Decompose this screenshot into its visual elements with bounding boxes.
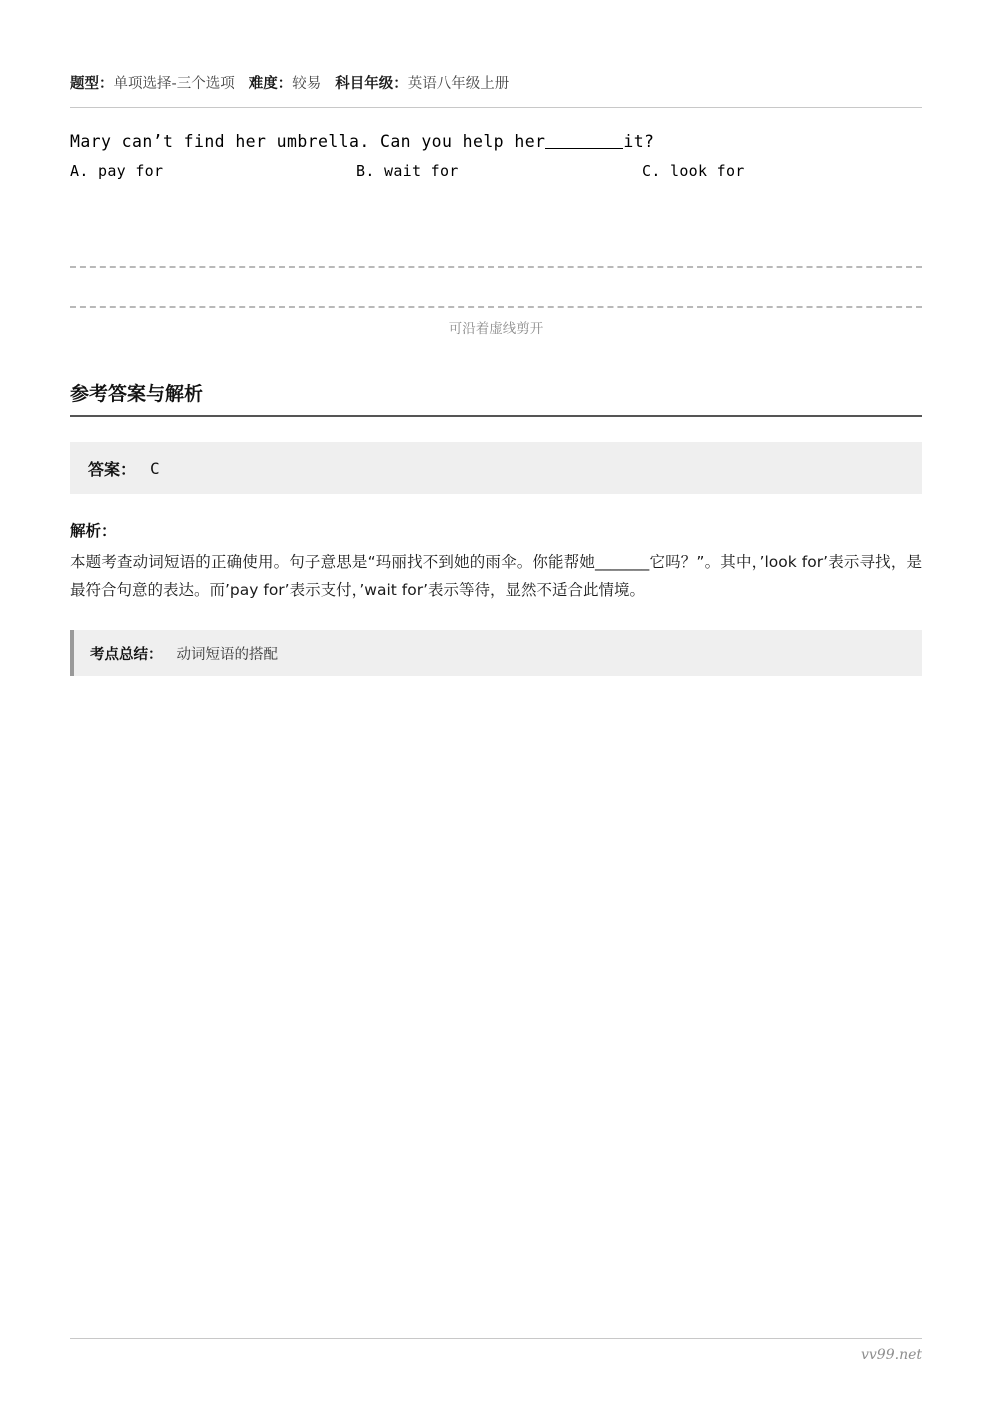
answer-label: 答案： [88, 459, 137, 479]
difficulty-label: 难度： [248, 76, 293, 92]
answer-value: C [150, 458, 160, 478]
key-point-box [70, 630, 922, 676]
subject-grade-label: 科目年级： [335, 76, 408, 92]
answer-box [70, 442, 922, 494]
cut-line-block [70, 266, 922, 337]
option-c[interactable]: C. look for [642, 162, 745, 180]
meta-line [70, 74, 922, 94]
question-stem-after: it? [623, 132, 655, 151]
option-b[interactable]: B. wait for [356, 162, 459, 180]
footer-divider [70, 1338, 922, 1339]
subject-grade-value: 英语八年级上册 [407, 76, 510, 92]
explanation-label: 解析： [70, 522, 117, 540]
question-type-value: 单项选择-三个选项 [113, 76, 235, 92]
question-stem-before: Mary can’t find her umbrella. Can you help her [70, 132, 546, 151]
key-point-value: 动词短语的搭配 [176, 646, 278, 663]
question-type-label: 题型： [70, 76, 114, 92]
cut-line-note: 可沿着虚线剪开 [448, 321, 544, 337]
answer-section-divider [70, 415, 922, 417]
footer-site-label: vv99.net [860, 1347, 922, 1363]
header-divider [70, 107, 922, 108]
difficulty-value: 较易 [292, 76, 322, 92]
option-a[interactable]: A. pay for [70, 162, 164, 180]
answer-section-title: 参考答案与解析 [70, 383, 204, 405]
key-point-label: 考点总结： [90, 646, 163, 663]
option-list [70, 162, 922, 180]
question-stem [70, 132, 922, 151]
cut-line-top [70, 266, 922, 268]
page-footer [70, 1330, 922, 1363]
explanation-body: 本题考查动词短语的正确使用。句子意思是“玛丽找不到她的雨伞。你能帮她_______它吗？”。其中，’look for’表示寻找，是最符合句意的表达。而’pay for’表示支付，’wait for’表示等待，显然不适合此情境。 [70, 553, 922, 599]
cut-line-bottom [70, 306, 922, 308]
answer-blank [545, 148, 623, 149]
